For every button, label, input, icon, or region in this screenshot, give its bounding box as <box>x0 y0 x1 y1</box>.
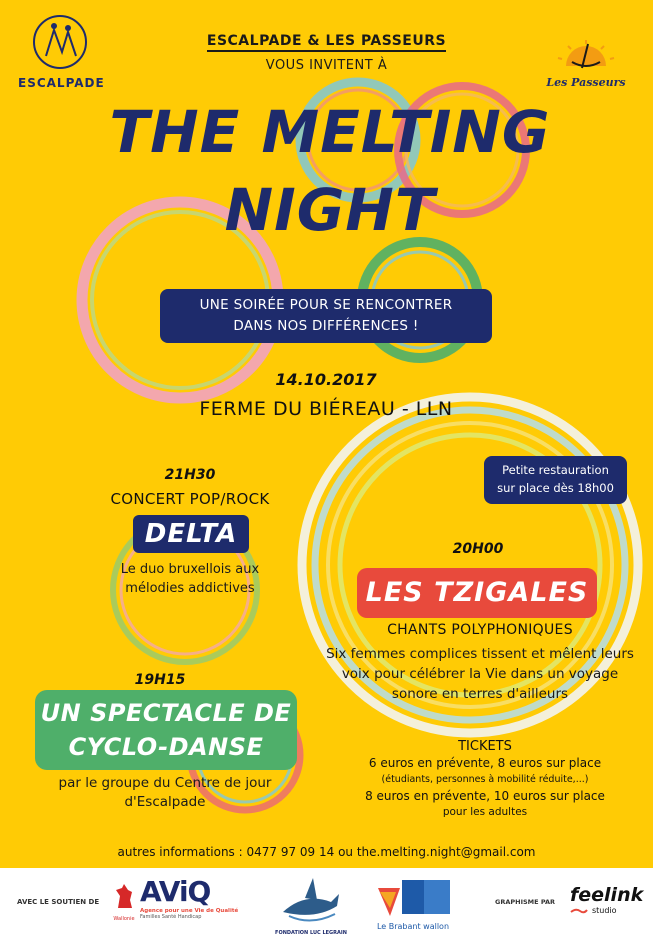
concert-desc-line-1: Le duo bruxellois aux <box>120 562 260 577</box>
concert-time: 21H30 <box>164 467 216 483</box>
food-line-1: Petite restauration <box>502 463 609 477</box>
show-line-1: UN SPECTACLE DE <box>40 699 292 727</box>
show-desc-line-2: d'Escalpade <box>124 794 206 810</box>
concert-genre: CONCERT POP/ROCK <box>110 490 270 508</box>
event-venue: FERME DU BIÉREAU - LLN <box>199 398 453 420</box>
aviq-tags: Familles Santé Handicap <box>140 914 202 920</box>
feelink-wordmark: feelink <box>570 884 644 906</box>
les-passeurs-logo <box>538 38 634 88</box>
show-badge <box>35 690 297 770</box>
feelink-logo <box>570 884 644 928</box>
support-label: AVEC LE SOUTIEN DE <box>17 898 100 906</box>
brabant-label: Le Brabant wallon <box>376 922 450 931</box>
tickets-heading: TICKETS <box>458 739 512 754</box>
show-line-2: CYCLO-DANSE <box>68 733 264 761</box>
title-line-2: NIGHT <box>224 176 436 244</box>
aviq-subtitle: Agence pour une Vie de Qualité <box>140 908 239 914</box>
graphisme-label: GRAPHISME PAR <box>495 898 556 906</box>
sunrise-boat-icon <box>538 38 634 72</box>
show-description <box>20 774 310 812</box>
fondation-logo <box>275 872 347 938</box>
wallonie-logo <box>112 882 136 926</box>
tzigales-desc-line-1: Six femmes complices tissent et mêlent leurs <box>326 646 634 662</box>
wallonie-label: Wallonie <box>113 916 135 922</box>
brabant-logo <box>372 878 454 936</box>
rooster-icon <box>112 882 136 912</box>
contact-info: autres informations : 0477 97 09 14 ou the.melting.night@gmail.com <box>117 845 536 859</box>
escalpade-logo-label: ESCALPADE <box>18 76 105 90</box>
tzigales-name: LES TZIGALES <box>365 577 589 608</box>
tzigales-badge <box>357 568 597 618</box>
show-desc-line-1: par le groupe du Centre de jour <box>58 775 272 791</box>
subtitle-line-1: UNE SOIRÉE POUR SE RENCONTRER <box>199 297 453 313</box>
les-passeurs-label: Les Passeurs <box>546 76 626 89</box>
food-badge <box>484 456 627 504</box>
title-line-1: THE MELTING <box>109 98 551 166</box>
aviq-logo <box>140 876 240 934</box>
organizers-text: ESCALPADE & LES PASSEURS <box>207 33 446 52</box>
feelink-swoosh-icon <box>570 908 588 914</box>
escalpade-logo <box>18 12 105 92</box>
tzigales-time: 20H00 <box>452 541 504 557</box>
footer <box>0 868 653 941</box>
concert-band: DELTA <box>144 519 238 549</box>
aviq-wordmark: AViQ <box>140 875 211 908</box>
feelink-studio: studio <box>592 906 617 915</box>
concert-desc-line-2: mélodies addictives <box>125 581 255 596</box>
escalpade-emblem-icon <box>18 12 102 74</box>
concert-description <box>80 560 300 598</box>
fondation-label: FONDATION LUC LEGRAIN <box>275 930 347 936</box>
food-line-2: sur place dès 18h00 <box>497 481 614 495</box>
event-date: 14.10.2017 <box>275 370 377 389</box>
subtitle-banner <box>160 289 492 343</box>
tzigales-desc-line-2: voix pour célébrer la Vie dans un voyage <box>341 666 619 682</box>
header-block <box>200 30 453 73</box>
tickets-line-3: 8 euros en prévente, 10 euros sur place <box>365 789 605 803</box>
tickets-block <box>340 738 630 820</box>
tickets-line-1: 6 euros en prévente, 8 euros sur place <box>368 756 602 770</box>
subtitle-line-2: DANS NOS DIFFÉRENCES ! <box>233 318 419 334</box>
tzigales-genre: CHANTS POLYPHONIQUES <box>387 622 573 638</box>
shark-icon <box>275 872 347 926</box>
tickets-line-4: pour les adultes <box>442 806 528 818</box>
brabant-emblem-icon <box>372 878 454 918</box>
show-time: 19H15 <box>134 672 186 688</box>
concert-band-badge <box>133 515 249 553</box>
invite-text: VOUS INVITENT À <box>265 58 388 73</box>
tickets-line-2: (étudiants, personnes à mobilité réduite,...) <box>381 774 589 785</box>
tzigales-description <box>310 644 650 704</box>
tzigales-desc-line-3: sonore en terres d'ailleurs <box>391 686 569 702</box>
